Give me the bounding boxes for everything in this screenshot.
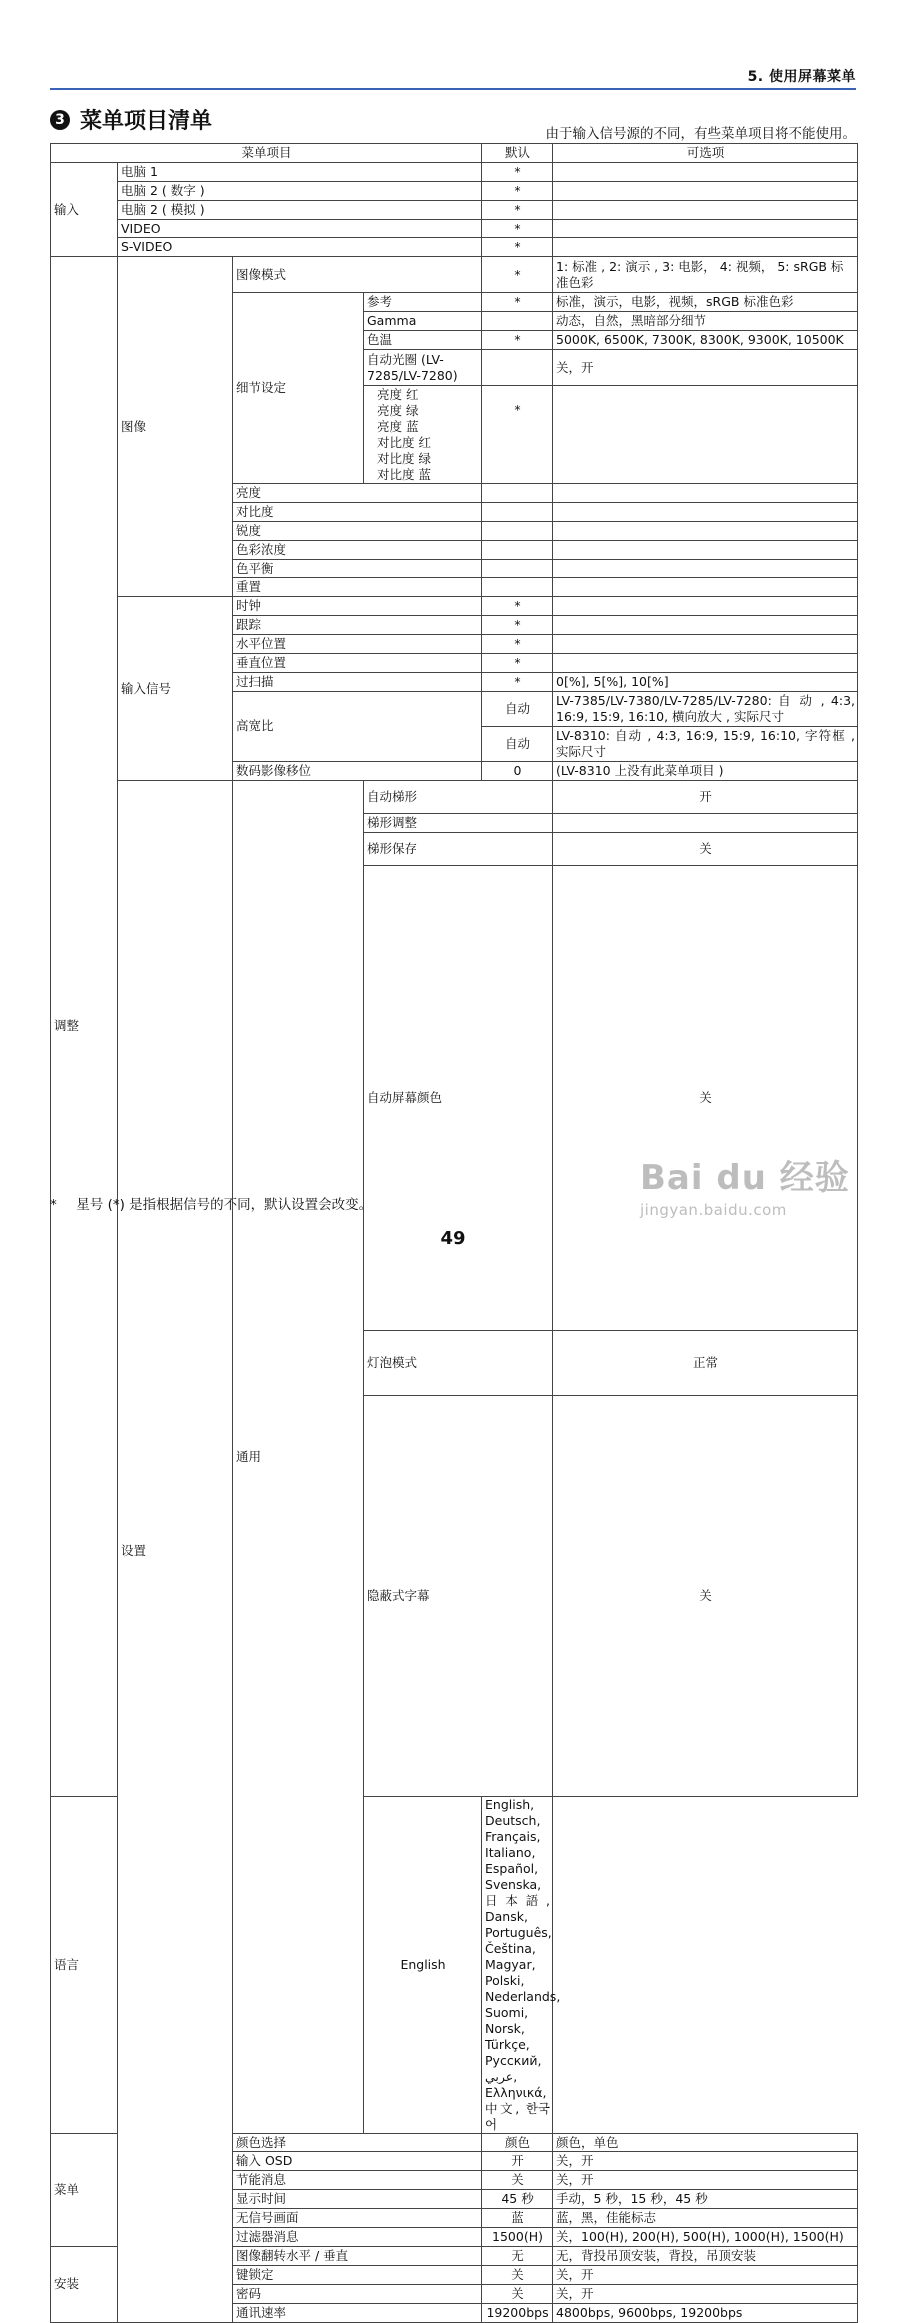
item-cell: 键锁定 xyxy=(233,2265,482,2284)
item-cell: VIDEO xyxy=(118,219,482,238)
item-cell: 色温 xyxy=(364,331,482,350)
default-cell: * xyxy=(482,654,553,673)
item-cell: 灯泡模式 xyxy=(364,1330,553,1395)
default-cell: 关 xyxy=(553,1395,858,1796)
list-item: 对比度 蓝 xyxy=(377,466,431,482)
footnote xyxy=(50,1193,372,1213)
watermark-url: jingyan.baidu.com xyxy=(640,1201,787,1219)
options-cell xyxy=(553,635,858,654)
default-cell: * xyxy=(482,219,553,238)
item-cell: 输入 OSD xyxy=(233,2152,482,2171)
default-cell: * xyxy=(482,200,553,219)
page-number: 49 xyxy=(440,1228,466,1249)
item-cell: 无信号画面 xyxy=(233,2209,482,2228)
item-cell: 电脑 2 ( 模拟 ) xyxy=(118,200,482,219)
item-cell: 过扫描 xyxy=(233,672,482,691)
item-cell: 节能消息 xyxy=(233,2171,482,2190)
options-cell: LV-8310: 自动 , 4:3, 16:9, 15:9, 16:10, 字符框 , 实际尺寸 xyxy=(553,726,858,761)
item-cell: 电脑 1 xyxy=(118,162,482,181)
list-item: 亮度 绿 xyxy=(377,402,419,418)
item-cell: 隐蔽式字幕 xyxy=(364,1395,553,1796)
item-cell-color-gain-list xyxy=(364,386,482,484)
options-cell xyxy=(553,238,858,257)
options-cell: (LV-8310 上没有此菜单项目 ) xyxy=(553,761,858,780)
list-item: 对比度 绿 xyxy=(377,450,431,466)
item-cell: 电脑 2 ( 数字 ) xyxy=(118,181,482,200)
footnote-star: * xyxy=(50,1197,57,1213)
item-cell: 颜色选择 xyxy=(233,2133,482,2152)
list-item: 亮度 红 xyxy=(377,386,419,402)
item-cell: 通讯速率 xyxy=(233,2303,482,2322)
options-cell xyxy=(553,181,858,200)
options-cell xyxy=(553,597,858,616)
item-cell: 对比度 xyxy=(233,502,482,521)
default-cell: 自动 xyxy=(482,691,553,726)
options-cell: 1: 标准 , 2: 演示 , 3: 电影， 4: 视频， 5: sRGB 标准色彩 xyxy=(553,257,858,293)
item-cell: 自动屏幕颜色 xyxy=(364,865,553,1330)
options-cell: 5000K, 6500K, 7300K, 8300K, 9300K, 10500K xyxy=(553,331,858,350)
default-cell: * xyxy=(482,597,553,616)
default-cell: 0 xyxy=(482,761,553,780)
default-cell xyxy=(482,540,553,559)
item-cell: 水平位置 xyxy=(233,635,482,654)
item-cell: 梯形保存 xyxy=(364,832,553,865)
item-cell: 图像翻转水平 / 垂直 xyxy=(233,2246,482,2265)
subgroup-image: 图像 xyxy=(118,257,233,597)
options-cell: 标准，演示，电影，视频，sRGB 标准色彩 xyxy=(553,293,858,312)
default-cell: 关 xyxy=(482,2284,553,2303)
item-cell: 垂直位置 xyxy=(233,654,482,673)
header-rule xyxy=(50,88,856,90)
default-cell: * xyxy=(482,162,553,181)
table-row xyxy=(51,1796,858,2133)
table-row xyxy=(51,238,858,257)
default-cell: 蓝 xyxy=(482,2209,553,2228)
subgroup-input-signal: 输入信号 xyxy=(118,597,233,780)
item-cell: 图像模式 xyxy=(233,257,482,293)
default-cell xyxy=(482,484,553,503)
subgroup-detail: 细节设定 xyxy=(233,293,364,484)
default-cell: 自动 xyxy=(482,726,553,761)
options-cell: 关，开 xyxy=(553,2265,858,2284)
options-cell xyxy=(553,540,858,559)
item-cell: Gamma xyxy=(364,312,482,331)
options-cell: 关，开 xyxy=(553,2284,858,2303)
default-cell: 颜色 xyxy=(482,2133,553,2152)
page-note: 由于输入信号源的不同，有些菜单项目将不能使用。 xyxy=(545,126,856,142)
table-header-row xyxy=(51,144,858,163)
item-cell: 过滤器消息 xyxy=(233,2228,482,2247)
item-cell: 高宽比 xyxy=(233,691,482,761)
list-item: 亮度 蓝 xyxy=(377,418,419,434)
default-cell xyxy=(482,350,553,386)
default-cell: * xyxy=(482,672,553,691)
default-cell xyxy=(482,521,553,540)
default-cell: * xyxy=(482,238,553,257)
default-cell: 无 xyxy=(482,2246,553,2265)
table-row xyxy=(51,219,858,238)
options-cell: 颜色，单色 xyxy=(553,2133,858,2152)
default-cell: * xyxy=(482,386,553,484)
options-cell: LV-7385/LV-7380/LV-7285/LV-7280: 自 动 , 4:3, 16:9, 15:9, 16:10, 横向放大 , 实际尺寸 xyxy=(553,691,858,726)
table-row xyxy=(51,257,858,293)
table-row xyxy=(51,181,858,200)
table-row xyxy=(51,200,858,219)
options-cell xyxy=(553,616,858,635)
default-cell: * xyxy=(482,635,553,654)
options-cell xyxy=(553,559,858,578)
item-cell: 数码影像移位 xyxy=(233,761,482,780)
options-cell xyxy=(553,578,858,597)
col-header-options: 可选项 xyxy=(553,144,858,163)
item-cell: 自动梯形 xyxy=(364,780,553,813)
options-cell: 动态，自然，黑暗部分细节 xyxy=(553,312,858,331)
options-cell: 蓝，黑，佳能标志 xyxy=(553,2209,858,2228)
default-cell: 1500(H) xyxy=(482,2228,553,2247)
subgroup-install: 安装 xyxy=(51,2246,118,2322)
default-cell: 关 xyxy=(482,2265,553,2284)
item-cell: 自动光圈 (LV-7285/LV-7280) xyxy=(364,350,482,386)
item-cell: 密码 xyxy=(233,2284,482,2303)
watermark-logo-text: Bai du 经验 xyxy=(640,1158,850,1198)
item-cell: 参考 xyxy=(364,293,482,312)
list-item: 对比度 红 xyxy=(377,434,431,450)
default-cell xyxy=(482,312,553,331)
options-cell xyxy=(553,502,858,521)
item-cell: 梯形调整 xyxy=(364,813,553,832)
default-cell: * xyxy=(482,293,553,312)
options-cell: 0[%], 5[%], 10[%] xyxy=(553,672,858,691)
item-cell: 显示时间 xyxy=(233,2190,482,2209)
default-cell: 正常 xyxy=(553,1330,858,1395)
group-setup: 设置 xyxy=(118,780,233,2322)
default-cell: * xyxy=(482,331,553,350)
options-cell xyxy=(553,200,858,219)
heading-title: 菜单项目清单 xyxy=(80,109,213,134)
item-cell: 色彩浓度 xyxy=(233,540,482,559)
group-input: 输入 xyxy=(51,162,118,256)
options-cell: 4800bps, 9600bps, 19200bps xyxy=(553,2303,858,2322)
col-header-item: 菜单项目 xyxy=(51,144,482,163)
subgroup-menu: 菜单 xyxy=(51,2133,118,2246)
subgroup-general: 通用 xyxy=(233,780,364,2133)
options-cell xyxy=(553,521,858,540)
table-row xyxy=(51,597,858,616)
options-cell: 关，开 xyxy=(553,2152,858,2171)
page-heading xyxy=(50,104,212,135)
item-cell: 语言 xyxy=(51,1796,233,2133)
options-cell xyxy=(553,386,858,484)
options-cell: 无，背投吊顶安装，背投，吊顶安装 xyxy=(553,2246,858,2265)
col-header-default: 默认 xyxy=(482,144,553,163)
item-cell: 重置 xyxy=(233,578,482,597)
default-cell: 45 秒 xyxy=(482,2190,553,2209)
group-adjust: 调整 xyxy=(51,257,118,1796)
item-cell: 时钟 xyxy=(233,597,482,616)
default-cell: * xyxy=(482,257,553,293)
item-cell: 亮度 xyxy=(233,484,482,503)
default-cell: English xyxy=(364,1796,482,2133)
options-cell: 手动，5 秒，15 秒，45 秒 xyxy=(553,2190,858,2209)
default-cell: 关 xyxy=(553,832,858,865)
table-row xyxy=(51,162,858,181)
footnote-text: 星号 (*) 是指根据信号的不同，默认设置会改变。 xyxy=(76,1197,373,1213)
heading-number-badge: 3 xyxy=(50,110,70,130)
options-cell: 关，开 xyxy=(553,350,858,386)
default-cell: * xyxy=(482,616,553,635)
options-cell xyxy=(553,162,858,181)
default-cell: 开 xyxy=(553,780,858,813)
item-cell: 锐度 xyxy=(233,521,482,540)
default-cell xyxy=(553,813,858,832)
options-cell xyxy=(553,484,858,503)
default-cell: 关 xyxy=(482,2171,553,2190)
default-cell xyxy=(482,559,553,578)
default-cell: 19200bps xyxy=(482,2303,553,2322)
options-cell: English, Deutsch, Français, Italiano, Español, Svenska, 日本語, Dansk, Português, Čeština, Magyar, Polski, Nederlands, Suomi, Norsk, Türkçe, Русский, عربي, Ελληνικά, 中文, 한국어 xyxy=(482,1796,553,2133)
default-cell xyxy=(482,502,553,521)
table-row xyxy=(51,780,858,813)
default-cell: 开 xyxy=(482,2152,553,2171)
options-cell: 关，100(H), 200(H), 500(H), 1000(H), 1500(H) xyxy=(553,2228,858,2247)
item-cell: 跟踪 xyxy=(233,616,482,635)
item-cell: S-VIDEO xyxy=(118,238,482,257)
options-cell xyxy=(553,219,858,238)
default-cell: 关 xyxy=(553,865,858,1330)
section-title: 5. 使用屏幕菜单 xyxy=(747,69,856,85)
default-cell: * xyxy=(482,181,553,200)
default-cell xyxy=(482,578,553,597)
item-cell: 色平衡 xyxy=(233,559,482,578)
options-cell xyxy=(553,654,858,673)
options-cell: 关，开 xyxy=(553,2171,858,2190)
